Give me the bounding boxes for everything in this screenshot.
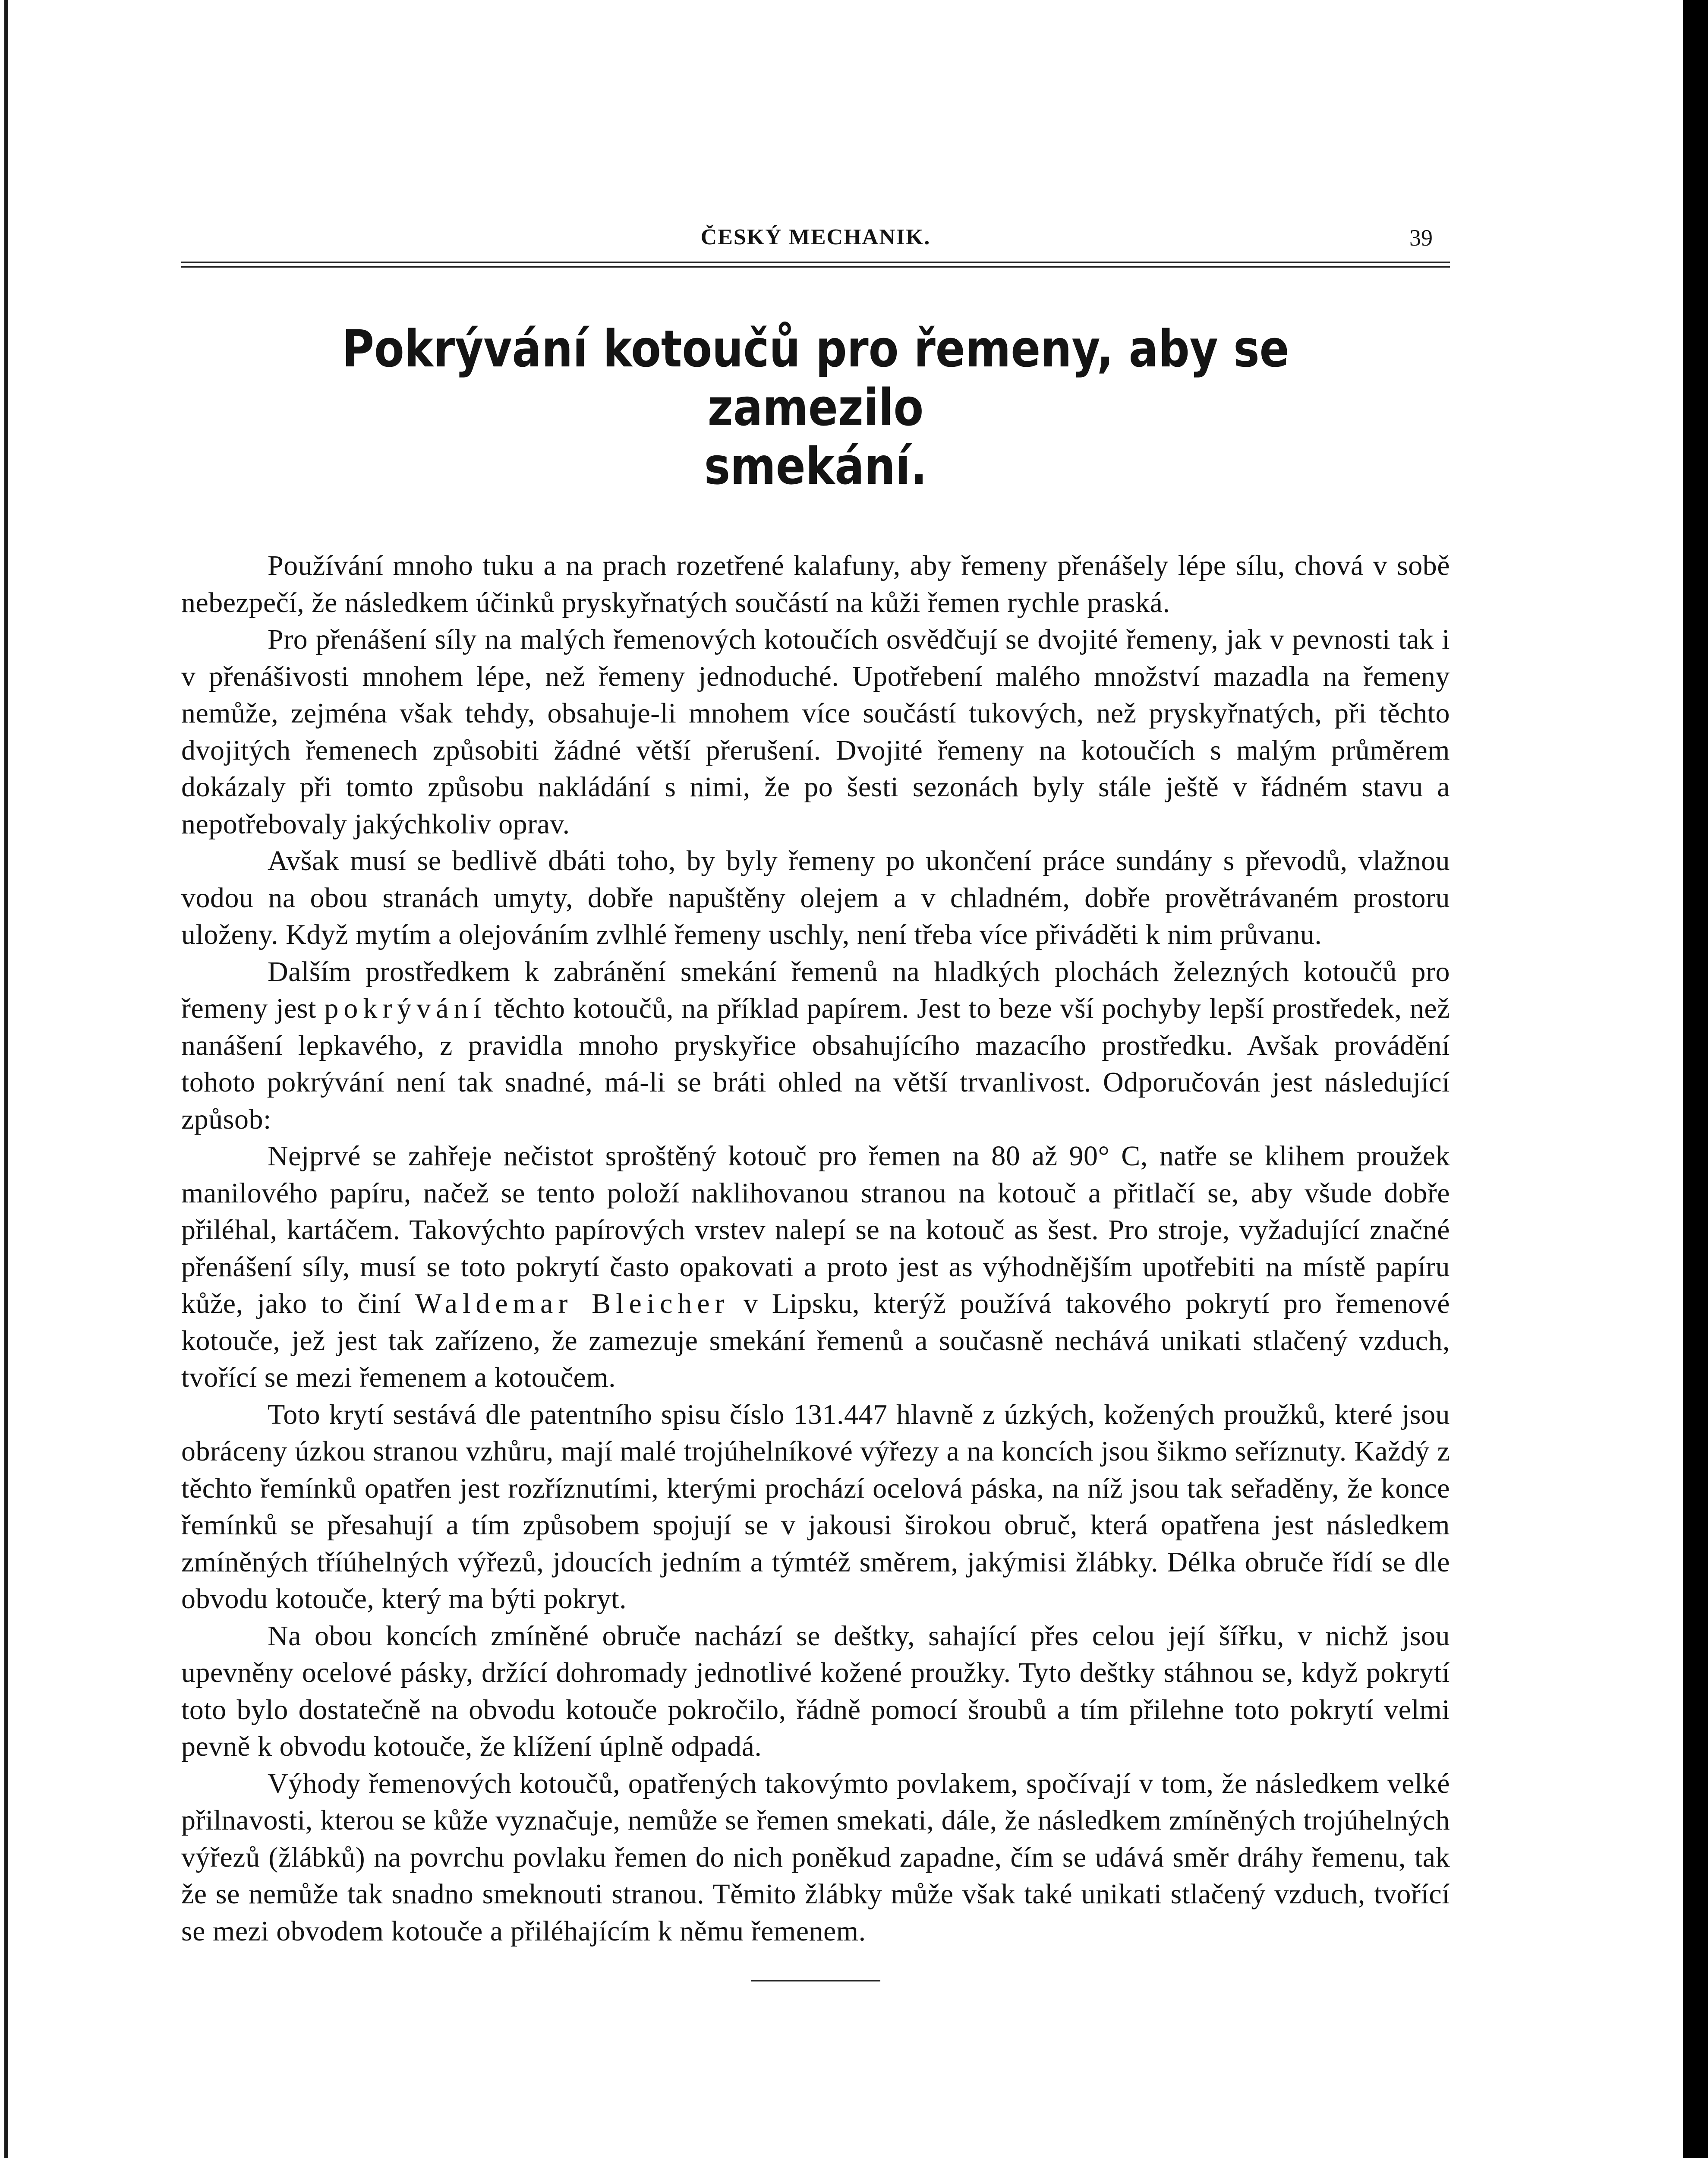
paragraph-4-part-b: těchto kotoučů, na příklad papírem. Jest to beze vší pochyby lepší prostředek, než nanášení lepkavého, z pravidla mnoho pryskyřice obsahujícího mazacího prostředku. Avšak provádění tohoto pokrývání není tak snadné, má-li se bráti ohled na větší trvanlivost. Odporučován jest následující způsob: bbox=[181, 993, 1450, 1135]
paragraph-5-emphasis: Waldemar Bleicher bbox=[415, 1288, 730, 1319]
paragraph-6: Toto krytí sestává dle patentního spisu číslo 131.447 hlavně z úzkých, kožených proužků, které jsou obráceny úzkou stranou vzhůru, mají malé trojúhelníkové výřezy a na koncích jsou šikmo seříznuty. Každý z těchto řemínků opatřen jest rozříznutími, kterými prochází ocelová páska, na níž jsou tak seřaděny, že konce řemínků se přesahují a tím způsobem spojují se v jakousi širokou obruč, která opatřena jest následkem zmíněných tříúhelných výřezů, jdoucích jedním a týmtéž směrem, jakýmisi žlábky. Délka obruče řídí se dle obvodu kotouče, který ma býti pokryt. bbox=[181, 1398, 1450, 1615]
running-title: ČESKÝ MECHANIK. bbox=[700, 225, 931, 249]
article-title-line-1: Pokrývání kotoučů pro řemeny, aby se zamezilo bbox=[342, 319, 1289, 437]
paragraph-4-emphasis: pokrývání bbox=[324, 993, 486, 1024]
scan-right-border bbox=[1683, 0, 1708, 2158]
paragraph-4 bbox=[181, 953, 1450, 1138]
paragraph-1: Používání mnoho tuku a na prach rozetřené kalafuny, aby řemeny přenášely lépe sílu, chová v sobě nebezpečí, že následkem účinků pryskyřnatých součástí na kůži řemen rychle praská. bbox=[181, 550, 1450, 618]
paragraph-7: Na obou koncích zmíněné obruče nachází se deštky, sahající přes celou její šířku, v nichž jsou upevněny ocelové pásky, držící dohromady jednotlivé kožené proužky. Tyto deštky stáhnou se, když pokrytí toto bylo dostatečně na obvodu kotouče pokročilo, řádně pomocí šroubů a tím přilehne toto pokrytí velmi pevně k obvodu kotouče, že klížení úplně odpadá. bbox=[181, 1620, 1450, 1762]
article-title-line-2: smekání. bbox=[704, 436, 927, 496]
article-end-rule bbox=[751, 1980, 880, 1981]
article-body bbox=[181, 547, 1450, 1950]
scan-left-edge bbox=[4, 0, 8, 2158]
paragraph-5-part-b: v Lipsku, kterýž používá takového pokrytí pro řemenové kotouče, jež jest tak zařízeno, že zamezuje smekání řemenů a současně nechává unikati stlačený vzduch, tvořící se mezi řemenem a kotoučem. bbox=[181, 1288, 1450, 1393]
page-number: 39 bbox=[1409, 225, 1433, 251]
paragraph-3: Avšak musí se bedlivě dbáti toho, by byly řemeny po ukončení práce sundány s převodů, vlažnou vodou na obou stranách umyty, dobře napuštěny olejem a v chladném, dobře provětrávaném prostoru uloženy. Když mytím a olejováním zvlhlé řemeny uschly, není třeba více přiváděti k nim průvanu. bbox=[181, 845, 1450, 950]
paragraph-5-part-a: Nejprvé se zahřeje nečistot sproštěný kotouč pro řemen na 80 až 90° C, natře se klihem proužek manilového papíru, načež se tento položí naklihovanou stranou na kotouč a přitlačí se, aby všude dobře přiléhal, kartáčem. Takovýchto papírových vrstev nalepí se na kotouč as šest. Pro stroje, vyžadující značné přenášení síly, musí se toto pokrytí často opakovati a proto jest as výhodnějším upotřebiti na místě papíru kůže, jako to činí bbox=[181, 1140, 1450, 1319]
running-header bbox=[181, 224, 1450, 259]
paragraph-8: Výhody řemenových kotoučů, opatřených takovýmto povlakem, spočívají v tom, že následkem velké přilnavosti, kterou se kůže vyznačuje, nemůže se řemen smekati, dále, že následkem zmíněných trojúhelných výřezů (žlábků) na povrchu povlaku řemen do nich poněkud zapadne, čím se udává směr dráhy řemenu, tak že se nemůže tak snadno smeknouti stranou. Těmito žlábky může však také unikati stlačený vzduch, tvořící se mezi obvodem kotouče a přiléhajícím k němu řemenem. bbox=[181, 1767, 1450, 1947]
paragraph-5 bbox=[181, 1138, 1450, 1396]
paragraph-2: Pro přenášení síly na malých řemenových kotoučích osvědčují se dvojité řemeny, jak v pevnosti tak i v přenášivosti mnohem lépe, než řemeny jednoduché. Upotřebení malého množství mazadla na řemeny nemůže, zejména však tehdy, obsahuje-li mnohem více součástí tukových, než pryskyřnatých, při těchto dvojitých řemenech způsobiti žádné větší přerušení. Dvojité řemeny na kotoučích s malým průměrem dokázaly při tomto způsobu nakládání s nimi, že po šesti sezonách byly stále ještě v řádném stavu a nepotřebovaly jakýchkoliv oprav. bbox=[181, 624, 1450, 840]
article-title bbox=[270, 319, 1361, 495]
header-double-rule bbox=[181, 262, 1450, 268]
paragraph-4-part-a: Dalším prostředkem k zabránění smekání řemenů na hladkých plochách železných kotoučů pro řemeny jest bbox=[181, 956, 1450, 1024]
page-content bbox=[181, 224, 1450, 1981]
